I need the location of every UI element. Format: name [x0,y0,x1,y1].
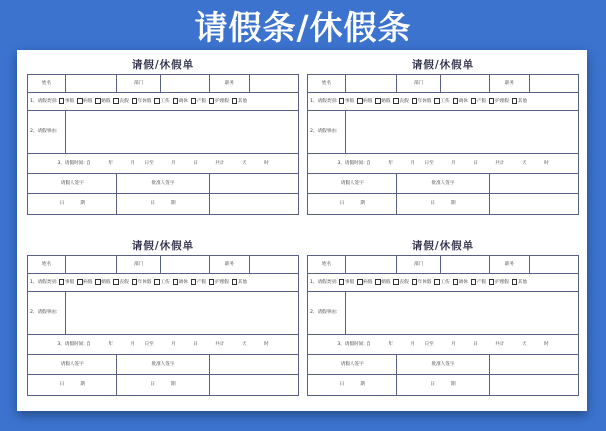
checkbox-icon[interactable] [339,98,344,103]
approver-sign-field[interactable] [489,355,578,375]
year-label: 年 [388,160,393,166]
approver-sign-label: 批准人签字 [397,174,489,194]
approver-date-field[interactable] [489,375,578,396]
leave-type-row [28,93,299,111]
leave-type-option[interactable] [357,98,372,104]
approver-date[interactable] [397,375,489,396]
month-label: 月 [410,160,415,166]
applicant-sign-label: 请假人签字 [308,174,397,194]
reason-field[interactable] [345,111,578,154]
date-qi: 期 [360,201,365,207]
checkbox-icon[interactable] [209,279,214,284]
approver-date[interactable] [117,194,209,215]
checkbox-icon[interactable] [357,98,362,103]
leave-type-option[interactable] [209,279,229,285]
leave-type-option[interactable] [232,98,247,104]
month-label: 月 [451,160,456,166]
leave-type-option[interactable] [154,279,169,285]
approver-date-field[interactable] [209,194,298,215]
leave-type-options [339,281,530,286]
leave-type-option[interactable] [209,98,229,104]
leave-type-option[interactable] [132,279,152,285]
time-label: 3、请假时间: 自 [337,160,371,166]
leave-type-label: 病假 [363,280,373,286]
date-ri: 日 [150,201,155,207]
leave-type-label: 1、请假类别: [310,280,338,286]
leave-type-option[interactable] [489,279,509,285]
approver-sign-field[interactable] [209,355,298,375]
checkbox-icon[interactable] [232,98,237,103]
checkbox-icon[interactable] [232,279,237,284]
leave-type-option[interactable] [113,98,128,104]
days-label: 天 [521,341,527,347]
leave-type-option[interactable] [375,98,390,104]
day-to-label: 日至 [144,160,154,166]
leave-type-label: 产假 [476,99,487,105]
leave-form-table [27,255,299,396]
checkbox-icon[interactable] [59,98,64,103]
leave-type-label: 护理假 [215,99,229,105]
leave-type-option[interactable] [412,98,432,104]
applicant-date[interactable] [308,375,397,396]
checkbox-icon[interactable] [489,279,494,284]
leave-type-option[interactable] [77,98,92,104]
leave-type-option[interactable] [412,279,432,285]
leave-type-option[interactable] [489,98,509,104]
leave-type-label: 丧假 [119,99,129,105]
leave-type-label: 年休假 [137,280,152,286]
checkbox-icon[interactable] [512,98,517,103]
leave-type-label: 其他 [517,99,527,105]
reason-field[interactable] [65,111,298,154]
checkbox-icon[interactable] [173,98,178,103]
checkbox-icon[interactable] [471,98,476,103]
leave-type-option[interactable] [434,279,449,285]
approver-sign-field[interactable] [209,174,298,194]
checkbox-icon[interactable] [471,279,476,284]
date-ri: 日 [430,201,435,207]
approver-date-field[interactable] [209,375,298,396]
name-label: 姓名 [308,256,346,274]
form-title: 请假/休假单 [411,240,475,252]
leave-type-option[interactable] [339,279,354,285]
approver-date[interactable] [117,375,209,396]
name-field[interactable] [345,75,396,93]
month-label: 月 [410,341,415,347]
leave-type-option[interactable] [357,279,372,285]
time-label: 3、请假时间: 自 [337,341,371,347]
leave-type-label: 1、请假类别: [310,99,338,105]
checkbox-icon[interactable] [95,279,100,284]
leave-type-label: 婚假 [381,99,391,105]
position-field[interactable] [530,256,579,274]
total-label: 共计 [215,341,225,347]
dept-label: 部门 [397,256,440,274]
applicant-date[interactable] [308,194,397,215]
leave-type-label: 事假 [344,280,355,286]
reason-label: 2、请假事由: [308,292,346,335]
leave-type-label: 工伤 [160,99,170,105]
approver-sign-label: 批准人签字 [117,174,209,194]
reason-label: 2、请假事由: [28,111,66,154]
checkbox-icon[interactable] [453,279,458,284]
position-field[interactable] [530,75,579,93]
leave-type-label: 婚假 [101,99,111,105]
date-qi: 期 [80,382,85,388]
dept-field[interactable] [160,256,209,274]
leave-form-table [27,74,299,215]
date-qi: 期 [170,382,176,388]
date-ri: 日 [430,382,435,388]
days-label: 天 [241,341,247,347]
checkbox-icon[interactable] [132,98,137,103]
leave-type-label: 工伤 [160,280,170,286]
applicant-sign-label: 请假人签字 [28,174,117,194]
month-label: 月 [130,341,135,347]
date-ri: 日 [59,382,65,388]
leave-type-option[interactable] [59,98,74,104]
leave-type-label: 护理假 [495,99,509,105]
leave-type-label: 年休假 [137,99,152,105]
date-ri: 日 [339,201,345,207]
total-label: 共计 [495,160,505,166]
leave-type-option[interactable] [471,279,486,285]
dept-field[interactable] [160,75,209,93]
position-label: 职务 [489,256,530,274]
leave-type-label: 调休 [178,99,188,105]
form-title: 请假/休假单 [131,59,195,71]
leave-type-label: 调休 [178,280,188,286]
leave-form-3 [27,237,299,396]
approver-date[interactable] [397,194,489,215]
dept-label: 部门 [397,75,440,93]
applicant-date[interactable] [28,375,117,396]
checkbox-icon[interactable] [59,279,64,284]
leave-type-option[interactable] [393,98,408,104]
position-label: 职务 [489,75,530,93]
leave-type-option[interactable] [59,279,74,285]
form-title: 请假/休假单 [411,59,475,71]
leave-type-label: 产假 [476,280,487,286]
checkbox-icon[interactable] [191,279,196,284]
hours-label: 时 [544,341,549,347]
reason-field[interactable] [345,292,578,335]
name-label: 姓名 [28,75,66,93]
approver-sign-field[interactable] [489,174,578,194]
leave-type-label: 工伤 [440,99,450,105]
checkbox-icon[interactable] [412,98,417,103]
checkbox-icon[interactable] [489,98,494,103]
leave-type-option[interactable] [154,98,169,104]
position-label: 职务 [209,75,250,93]
leave-type-options [59,100,250,105]
leave-form-1 [27,56,299,215]
leave-type-label: 其他 [237,99,247,105]
leave-type-label: 护理假 [215,280,229,286]
checkbox-icon[interactable] [512,279,517,284]
leave-type-label: 产假 [196,99,207,105]
leave-type-options [59,281,250,286]
hours-label: 时 [544,160,549,166]
leave-type-row [308,93,579,111]
dept-field[interactable] [440,75,489,93]
leave-type-option[interactable] [512,98,527,104]
form-sheet [17,50,587,411]
year-label: 年 [108,160,113,166]
leave-type-option[interactable] [95,98,110,104]
day-label: 日 [473,341,478,347]
day-to-label: 日至 [424,341,434,347]
dept-field[interactable] [440,256,489,274]
date-qi: 期 [170,201,176,207]
month-label: 月 [130,160,135,166]
checkbox-icon[interactable] [412,279,417,284]
leave-type-option[interactable] [173,279,188,285]
month-label: 月 [171,341,176,347]
time-label: 3、请假时间: 自 [57,341,91,347]
checkbox-icon[interactable] [453,98,458,103]
leave-type-label: 丧假 [399,99,409,105]
checkbox-icon[interactable] [173,279,178,284]
month-label: 月 [451,341,456,347]
checkbox-icon[interactable] [375,98,380,103]
leave-type-label: 工伤 [440,280,450,286]
dept-label: 部门 [117,75,160,93]
leave-type-label: 产假 [196,280,207,286]
leave-form-4 [307,237,579,396]
reason-label: 2、请假事由: [28,292,66,335]
date-ri: 日 [150,382,155,388]
total-label: 共计 [215,160,225,166]
leave-type-row [28,274,299,292]
leave-type-label: 病假 [83,99,93,105]
reason-field[interactable] [65,292,298,335]
leave-type-option[interactable] [113,279,128,285]
leave-type-option[interactable] [77,279,92,285]
leave-type-label: 年休假 [417,99,432,105]
day-label: 日 [193,160,198,166]
leave-type-label: 其他 [517,280,527,286]
leave-time-row [28,335,299,355]
leave-type-label: 其他 [237,280,247,286]
leave-type-option[interactable] [453,98,468,104]
leave-type-label: 护理假 [495,280,509,286]
month-label: 月 [171,160,176,166]
leave-type-option[interactable] [512,279,527,285]
days-label: 天 [241,160,247,166]
leave-form-2 [307,56,579,215]
year-label: 年 [108,341,113,347]
day-label: 日 [473,160,478,166]
leave-type-label: 病假 [83,280,93,286]
leave-type-label: 事假 [64,280,75,286]
leave-type-option[interactable] [375,279,390,285]
leave-type-label: 调休 [458,280,468,286]
leave-type-label: 病假 [363,99,373,105]
checkbox-icon[interactable] [357,279,362,284]
leave-type-label: 婚假 [101,280,111,286]
form-title: 请假/休假单 [131,240,195,252]
checkbox-icon[interactable] [339,279,344,284]
leave-type-label: 年休假 [417,280,432,286]
hours-label: 时 [264,341,269,347]
hours-label: 时 [264,160,269,166]
name-field[interactable] [345,256,396,274]
checkbox-icon[interactable] [132,279,137,284]
total-label: 共计 [495,341,505,347]
leave-type-option[interactable] [191,98,206,104]
name-label: 姓名 [28,256,66,274]
checkbox-icon[interactable] [191,98,196,103]
leave-type-option[interactable] [173,98,188,104]
applicant-sign-label: 请假人签字 [308,355,397,375]
leave-type-label: 丧假 [399,280,409,286]
leave-time-row [28,154,299,174]
time-label: 3、请假时间: 自 [57,160,91,166]
page-title: 请假条/休假条 [194,7,412,47]
date-ri: 日 [59,201,65,207]
leave-type-label: 调休 [458,99,468,105]
leave-type-label: 事假 [344,99,355,105]
date-qi: 期 [450,382,456,388]
position-field[interactable] [250,256,299,274]
day-to-label: 日至 [424,160,434,166]
leave-type-row [308,274,579,292]
leave-type-label: 婚假 [381,280,391,286]
checkbox-icon[interactable] [209,98,214,103]
leave-type-options [339,100,530,105]
day-label: 日 [193,341,198,347]
leave-type-option[interactable] [393,279,408,285]
leave-type-option[interactable] [434,98,449,104]
date-qi: 期 [80,201,85,207]
leave-type-option[interactable] [191,279,206,285]
day-to-label: 日至 [144,341,154,347]
applicant-sign-label: 请假人签字 [28,355,117,375]
leave-form-table [307,74,579,215]
leave-type-option[interactable] [453,279,468,285]
checkbox-icon[interactable] [77,279,82,284]
leave-type-label: 丧假 [119,280,129,286]
date-qi: 期 [450,201,456,207]
position-label: 职务 [209,256,250,274]
days-label: 天 [521,160,527,166]
reason-label: 2、请假事由: [308,111,346,154]
leave-type-label: 1、请假类别: [30,99,58,105]
leave-type-label: 事假 [64,99,75,105]
approver-sign-label: 批准人签字 [117,355,209,375]
checkbox-icon[interactable] [77,98,82,103]
name-field[interactable] [65,256,116,274]
name-field[interactable] [65,75,116,93]
approver-date-field[interactable] [489,194,578,215]
checkbox-icon[interactable] [375,279,380,284]
leave-type-option[interactable] [232,279,247,285]
leave-type-option[interactable] [339,98,354,104]
leave-type-option[interactable] [132,98,152,104]
leave-time-row [308,154,579,174]
year-label: 年 [388,341,393,347]
date-ri: 日 [339,382,345,388]
checkbox-icon[interactable] [95,98,100,103]
dept-label: 部门 [117,256,160,274]
leave-time-row [308,335,579,355]
approver-sign-label: 批准人签字 [397,355,489,375]
leave-type-option[interactable] [95,279,110,285]
position-field[interactable] [250,75,299,93]
leave-form-table [307,255,579,396]
date-qi: 期 [360,382,365,388]
leave-type-label: 1、请假类别: [30,280,58,286]
name-label: 姓名 [308,75,346,93]
leave-type-option[interactable] [471,98,486,104]
applicant-date[interactable] [28,194,117,215]
